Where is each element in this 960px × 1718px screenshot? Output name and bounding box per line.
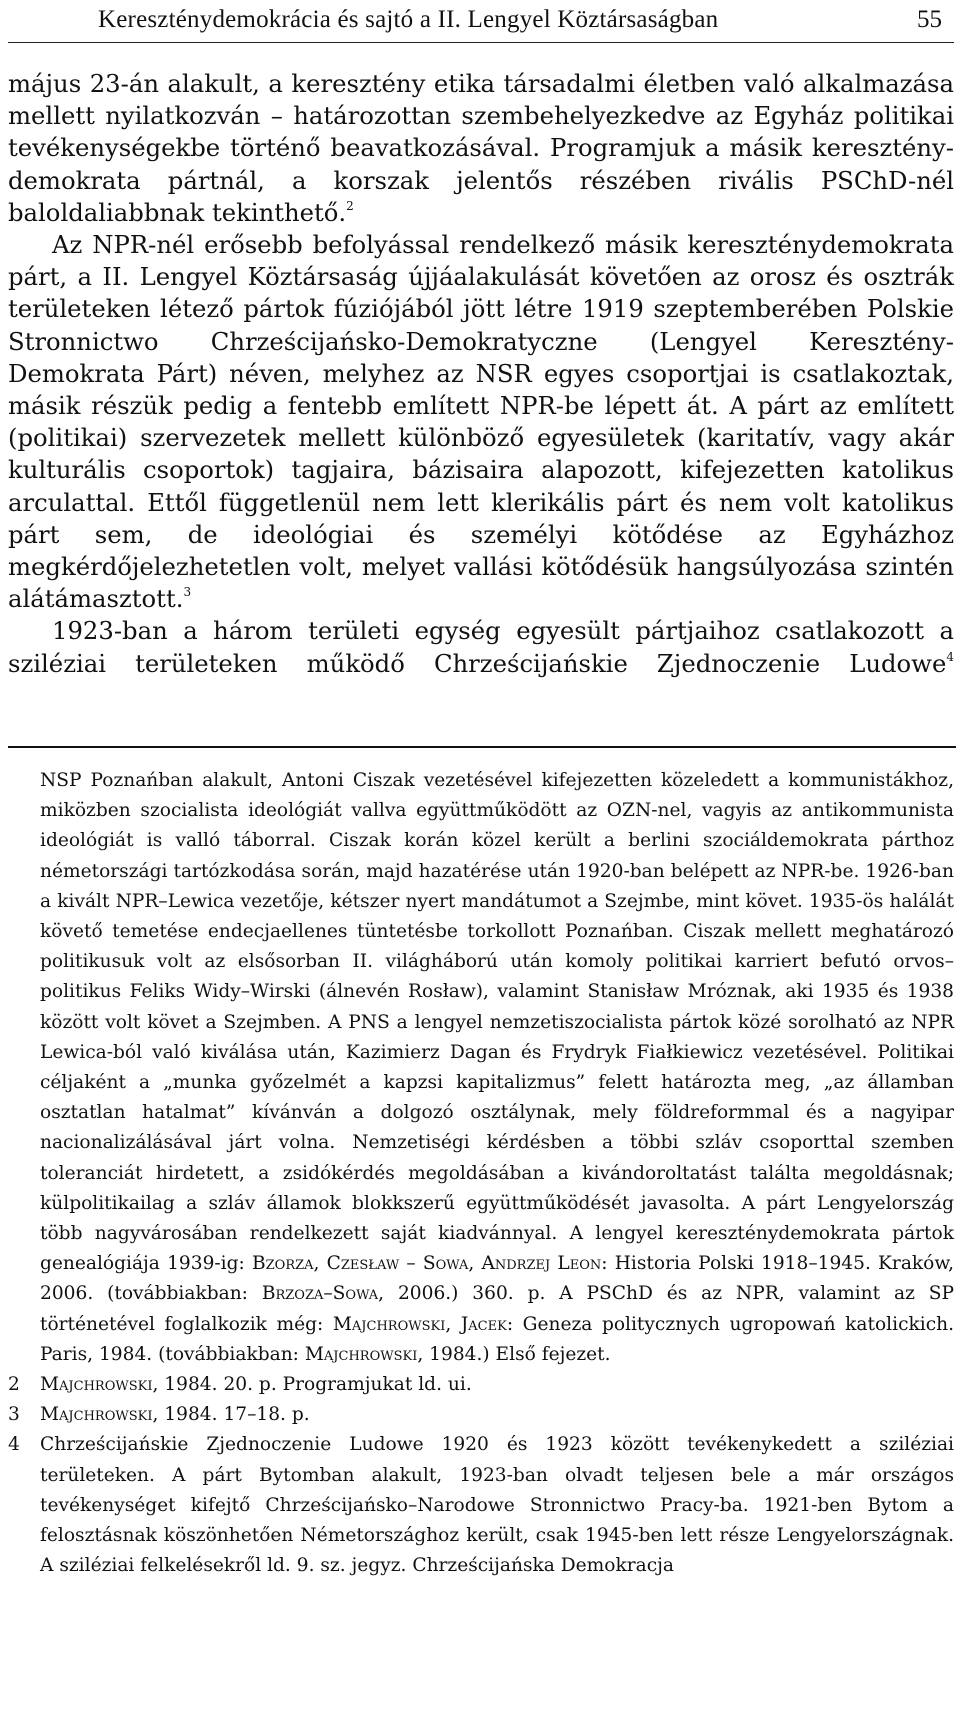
footnote-continued-text-3: , 2006.) 360. p. A PSChD és az NPR, valamint az SP történetével foglalkozik még: [40, 1283, 954, 1335]
paragraph-2 [8, 229, 954, 615]
footnote-number: 2 [8, 1374, 20, 1396]
footnote-number: 4 [8, 1434, 20, 1456]
footnote-continued-text-2: : Historia Polski 1918–1945. Kraków, 2006. (továbbiakban: [40, 1253, 954, 1305]
main-text [8, 68, 954, 680]
footnote-text: , 1984. 20. p. Programjukat ld. ui. [152, 1374, 472, 1396]
running-header [8, 2, 954, 43]
paragraph-3-text: 1923-ban a három területi egység egyesült pártjaihoz csatlakozott a sziléziai területeken működő Chrześcijańskie Zjednoczenie Ludowe [8, 616, 954, 678]
footnote-separator [8, 746, 956, 748]
footnote-text: Chrześcijańskie Zjednoczenie Ludowe 1920 és 1923 között tevékenykedett a sziléziai területeken. A párt Bytomban alakult, 1923-ban olvadt teljesen bele a már országos tevékenységet kifejtő Chrześcijańsko–Narodowe Stronnictwo Pracy-ba. 1921-ben Bytom a felosztásnak köszönhetően Németországhoz került, csak 1945-ben lett része Lengyelországnak. A sziléziai felkelésekről ld. 9. sz. jegyz. Chrześcijańska Demokracja [40, 1434, 954, 1577]
footnote-continued-text-5: , 1984.) Első fejezet. [417, 1343, 611, 1365]
paragraph-1-text: május 23-án alakult, a keresztény etika társadalmi életben való alkalmazása mellett nyilatkozván – határozottan szembehelyezkedve az Egyház politikai tevékenységekbe történő beavatkozásával. Programjuk a másik kereszténydemokrata pártnál, a korszak jelentős részében rivális PSChD-nél baloldaliabbnak tekinthető. [8, 69, 954, 227]
running-title: Kereszténydemokrácia és sajtó a II. Lengyel Köztársaságban [98, 6, 719, 33]
footnote-ref-3[interactable]: 3 [183, 585, 192, 600]
paragraph-3 [8, 615, 954, 679]
footnote-4 [8, 1430, 954, 1581]
footnote-text: , 1984. 17–18. p. [152, 1404, 310, 1426]
citation-author: Bzorza, Czesław – Sowa, Andrzej Leon [251, 1253, 602, 1275]
footnote-continued [8, 766, 954, 1370]
footnote-number: 3 [8, 1404, 20, 1426]
citation-short: Brzoza–Sowa [261, 1283, 379, 1305]
citation-short-2: Majchrowski [304, 1343, 418, 1365]
footnote-ref-4[interactable]: 4 [946, 649, 954, 664]
paragraph-2-text: Az NPR-nél erősebb befolyással rendelkező másik kereszténydemokrata párt, a II. Lengyel Köztársaság újjáalakulását követően az orosz és osztrák területeken létező pártok fúziójából jött létre 1919 szeptemberében Polskie Stronnictwo Chrześcijańsko-Demokratyczne (Lengyel Keresztény-Demokrata Párt) néven, melyhez az NSR egyes csoportjai is csatlakoztak, másik részük pedig a fentebb említett NPR-be lépett át. A párt az említett (politikai) szervezetek mellett különböző egyesületek (karitatív, vagy akár kulturális csoportok) tagjaira, bázisaira alapozott, kifejezetten katolikus arculattal. Ettől függetlenül nem lett klerikális párt és nem volt katolikus párt sem, de ideológiai és személyi kötődése az Egyházhoz megkérdőjelezhetetlen volt, melyet vallási kötődésük hangsúlyozása szintén alátámasztott. [8, 230, 954, 614]
page-number: 55 [917, 6, 942, 33]
footnote-2 [8, 1370, 954, 1400]
footnotes [8, 766, 954, 1581]
footnote-continued-text-4: : Geneza politycznych ugropowań katolickich. Paris, 1984. (továbbiakban: [40, 1313, 954, 1365]
citation-short: Majchrowski [40, 1374, 153, 1396]
citation-short: Majchrowski [40, 1404, 153, 1426]
footnote-ref-2[interactable]: 2 [346, 198, 354, 213]
footnote-3 [8, 1400, 954, 1430]
citation-author-2: Majchrowski, Jacek [332, 1313, 507, 1335]
paragraph-1 [8, 68, 954, 229]
footnote-continued-text: NSP Poznańban alakult, Antoni Ciszak vezetésével kifejezetten közeledett a kommunistákhoz, miközben szocialista ideológiát vallva együttműködött az OZN-nel, vagyis az antikommunista ideológiát is valló táborral. Ciszak korán közel került a berlini szociáldemokrata párthoz németországi tartózkodása során, majd hazatérése után 1920-ban belépett az NPR-be. 1926-ban a kivált NPR–Lewica vezetője, kétszer nyert mandátumot a Szejmbe, mint követ. 1935-ös halálát követő temetése endecjaellenes tüntetésbe torkollott Poznańban. Ciszak mellett meghatározó politikusuk volt az elsősorban II. világháború után komoly politikai karriert befutó orvos–politikus Feliks Widy–Wirski (álnevén Rosław), valamint Stanisław Mróznak, aki 1935 és 1938 között volt követ a Szejmben. A PNS a lengyel nemzetiszocialista pártok közé sorolható az NPR Lewica-ból való kiválása után, Kazimierz Dagan és Frydryk Fiałkiewicz vezetésével. Politikai céljaként a „munka győzelmét a kapzsi kapitalizmus” felett határozta meg, „az államban osztatlan hatalmat” kívánván a dolgozó osztálynak, mely földreformmal és a nagyipar nacionalizálásával járt volna. Nemzetiségi kérdésben a többi szláv csoporttal szemben toleranciát hirdetett, a zsidókérdés megoldásában a kivándoroltatást találta megoldásnak; külpolitikailag a szláv államok blokkszerű együttműködését javasolta. A párt Lengyelország több nagyvárosában rendelkezett saját kiadvánnyal. A lengyel kereszténydemokrata pártok genealógiája 1939-ig: [40, 770, 954, 1275]
